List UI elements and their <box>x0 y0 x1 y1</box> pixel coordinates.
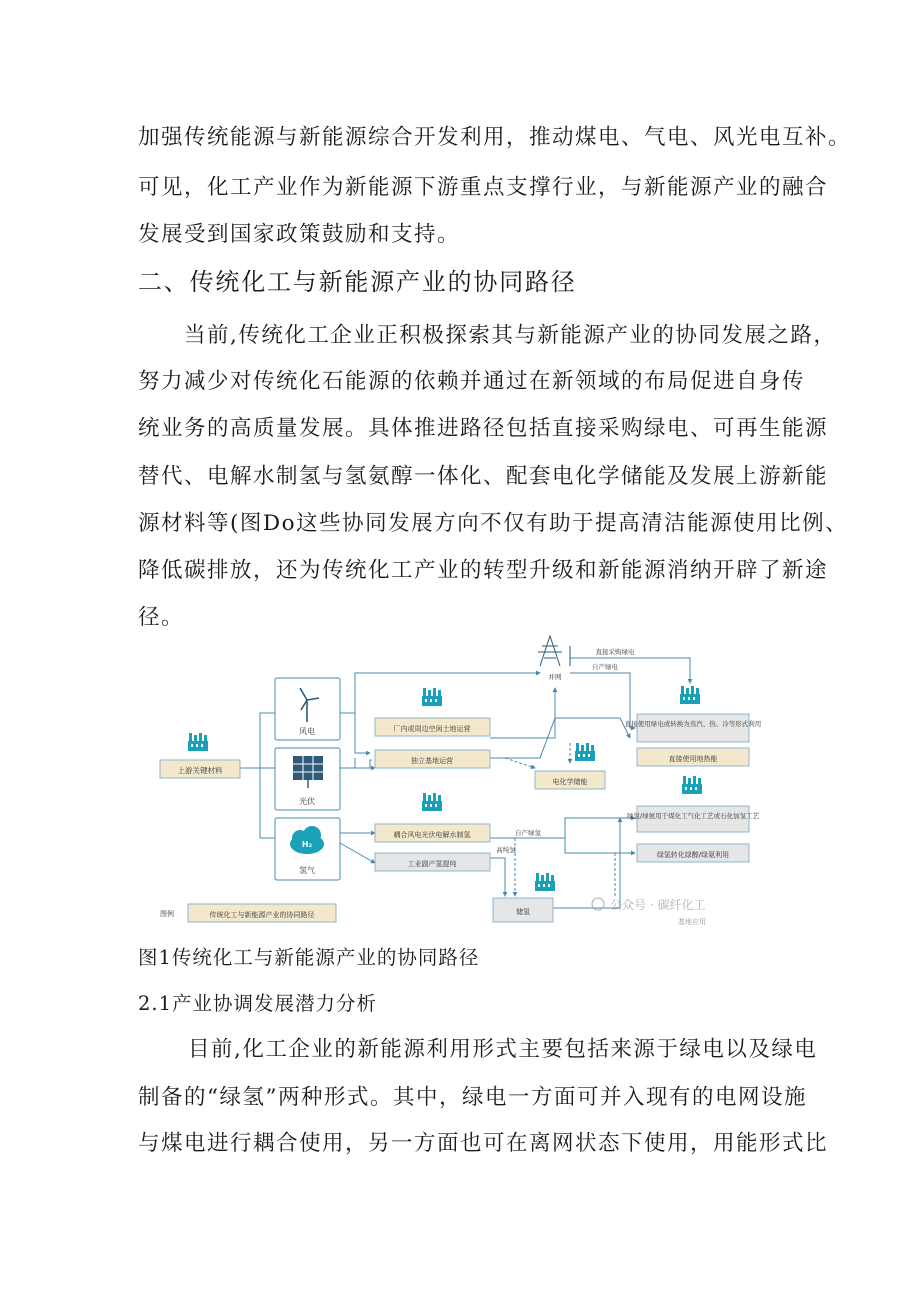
svg-text:公众号 · 碳纤化工: 公众号 · 碳纤化工 <box>610 898 706 912</box>
svg-text:厂内或周边空闲土地运营: 厂内或周边空闲土地运营 <box>393 725 471 733</box>
paragraph-2-line-1: 当前,传统化工企业正积极探索其与新能源产业的协同发展之路， <box>184 323 837 348</box>
paragraph-2-line-3: 统业务的高质量发展。具体推进路径包括直接采购绿电、可再生能源 <box>138 416 829 441</box>
geothermal-box <box>637 748 749 766</box>
svg-text:上游关键材料: 上游关键材料 <box>177 766 223 775</box>
paragraph-1-line-1: 加强传统能源与新能源综合开发利用，推动煤电、气电、风光电互补。 <box>138 125 852 150</box>
svg-text:绿氢转化绿醇/绿氨利用: 绿氢转化绿醇/绿氨利用 <box>656 851 730 859</box>
grid-label: 并网 <box>548 673 562 681</box>
paragraph-2-line-2: 努力减少对传统化石能源的依赖并通过在新领域的布局促进自身传 <box>138 369 806 394</box>
svg-text:电化学储能: 电化学储能 <box>552 778 588 786</box>
paragraph-3-line-3: 与煤电进行耦合使用，另一方面也可在离网状态下使用，用能形式比 <box>138 1131 829 1156</box>
factory-icon <box>535 873 555 891</box>
figure-caption: 图1传统化工与新能源产业的协同路径 <box>138 946 480 969</box>
svg-text:独立基地运营: 独立基地运营 <box>411 757 453 765</box>
svg-text:绿氢/绿氨用于煤化工气化工艺或石化加氢工艺: 绿氢/绿氨用于煤化工气化工艺或石化加氢工艺 <box>626 812 760 820</box>
hydrogen-storage-box <box>493 898 553 922</box>
hydrogen-node <box>275 818 340 880</box>
svg-text:基地应用: 基地应用 <box>678 918 706 926</box>
factory-icon <box>422 688 442 706</box>
convert-box <box>637 844 749 862</box>
watermark <box>592 897 706 926</box>
independent-base-box <box>375 750 490 768</box>
svg-text:直接使用绿电或转换为蒸汽、热、冷等形式利用: 直接使用绿电或转换为蒸汽、热、冷等形式利用 <box>624 720 762 728</box>
electrochemical-storage-box <box>535 771 605 789</box>
factory-icon <box>575 743 595 761</box>
electrolysis-box <box>375 824 490 842</box>
svg-text:风电: 风电 <box>299 727 315 736</box>
section-heading: 二、传统化工与新能源产业的协同路径 <box>138 268 577 296</box>
solar-node <box>275 748 340 810</box>
self-power-label: 自产绿电 <box>592 663 618 671</box>
svg-text:耦合风电光伏电解水制氢: 耦合风电光伏电解水制氢 <box>393 831 471 839</box>
factory-icon <box>422 793 442 811</box>
upstream-materials-node <box>160 733 240 778</box>
direct-use-box <box>625 714 762 742</box>
high-purity-label: 高纯氢 <box>496 846 516 854</box>
direct-purchase-label: 直接采购绿电 <box>595 648 635 656</box>
paragraph-2-line-7: 径。 <box>138 605 185 630</box>
svg-text:H₂: H₂ <box>301 840 313 849</box>
svg-text:直接使用地热能: 直接使用地热能 <box>668 755 718 763</box>
paragraph-2-line-6: 降低碳排放，还为传统化工产业的转型升级和新能源消纳开辟了新途 <box>138 558 829 583</box>
plant-area-box <box>375 718 490 736</box>
subsection-heading: 2.1产业协调发展潜力分析 <box>138 992 378 1015</box>
paragraph-1-line-2: 可见，化工产业作为新能源下游重点支撑行业，与新能源产业的融合 <box>138 175 829 200</box>
legend-title: 图例 <box>160 910 174 918</box>
factory-icon <box>682 776 702 794</box>
legend-item <box>188 904 336 922</box>
svg-text:工业副产氢提纯: 工业副产氢提纯 <box>407 860 457 868</box>
factory-icon <box>680 686 700 704</box>
svg-text:传统化工与新能源产业的协同路径: 传统化工与新能源产业的协同路径 <box>209 911 315 919</box>
factory-icon <box>188 733 208 751</box>
paragraph-3-line-2: 制备的“绿氢”两种形式。其中，绿电一方面可并入现有的电网设施 <box>138 1085 807 1110</box>
wind-node <box>275 678 340 740</box>
self-h2-label: 自产绿氢 <box>515 829 541 837</box>
green-ammonia-box <box>627 806 760 832</box>
paragraph-3-line-1: 目前,化工企业的新能源利用形式主要包括来源于绿电以及绿电 <box>188 1037 818 1062</box>
paragraph-2-line-5: 源材料等(图Do这些协同发展方向不仅有助于提高清洁能源使用比例、 <box>138 511 849 536</box>
synergy-path-diagram <box>150 628 770 928</box>
paragraph-1-line-3: 发展受到国家政策鼓励和支持。 <box>138 222 461 247</box>
byproduct-hydrogen-box <box>375 853 490 871</box>
paragraph-2-line-4: 替代、电解水制氢与氢氨醇一体化、配套电化学储能及发展上游新能 <box>138 464 829 489</box>
svg-text:储氢: 储氢 <box>516 908 530 916</box>
svg-text:光伏: 光伏 <box>299 797 315 806</box>
power-tower-icon <box>538 636 570 666</box>
svg-text:氢气: 氢气 <box>299 866 315 875</box>
